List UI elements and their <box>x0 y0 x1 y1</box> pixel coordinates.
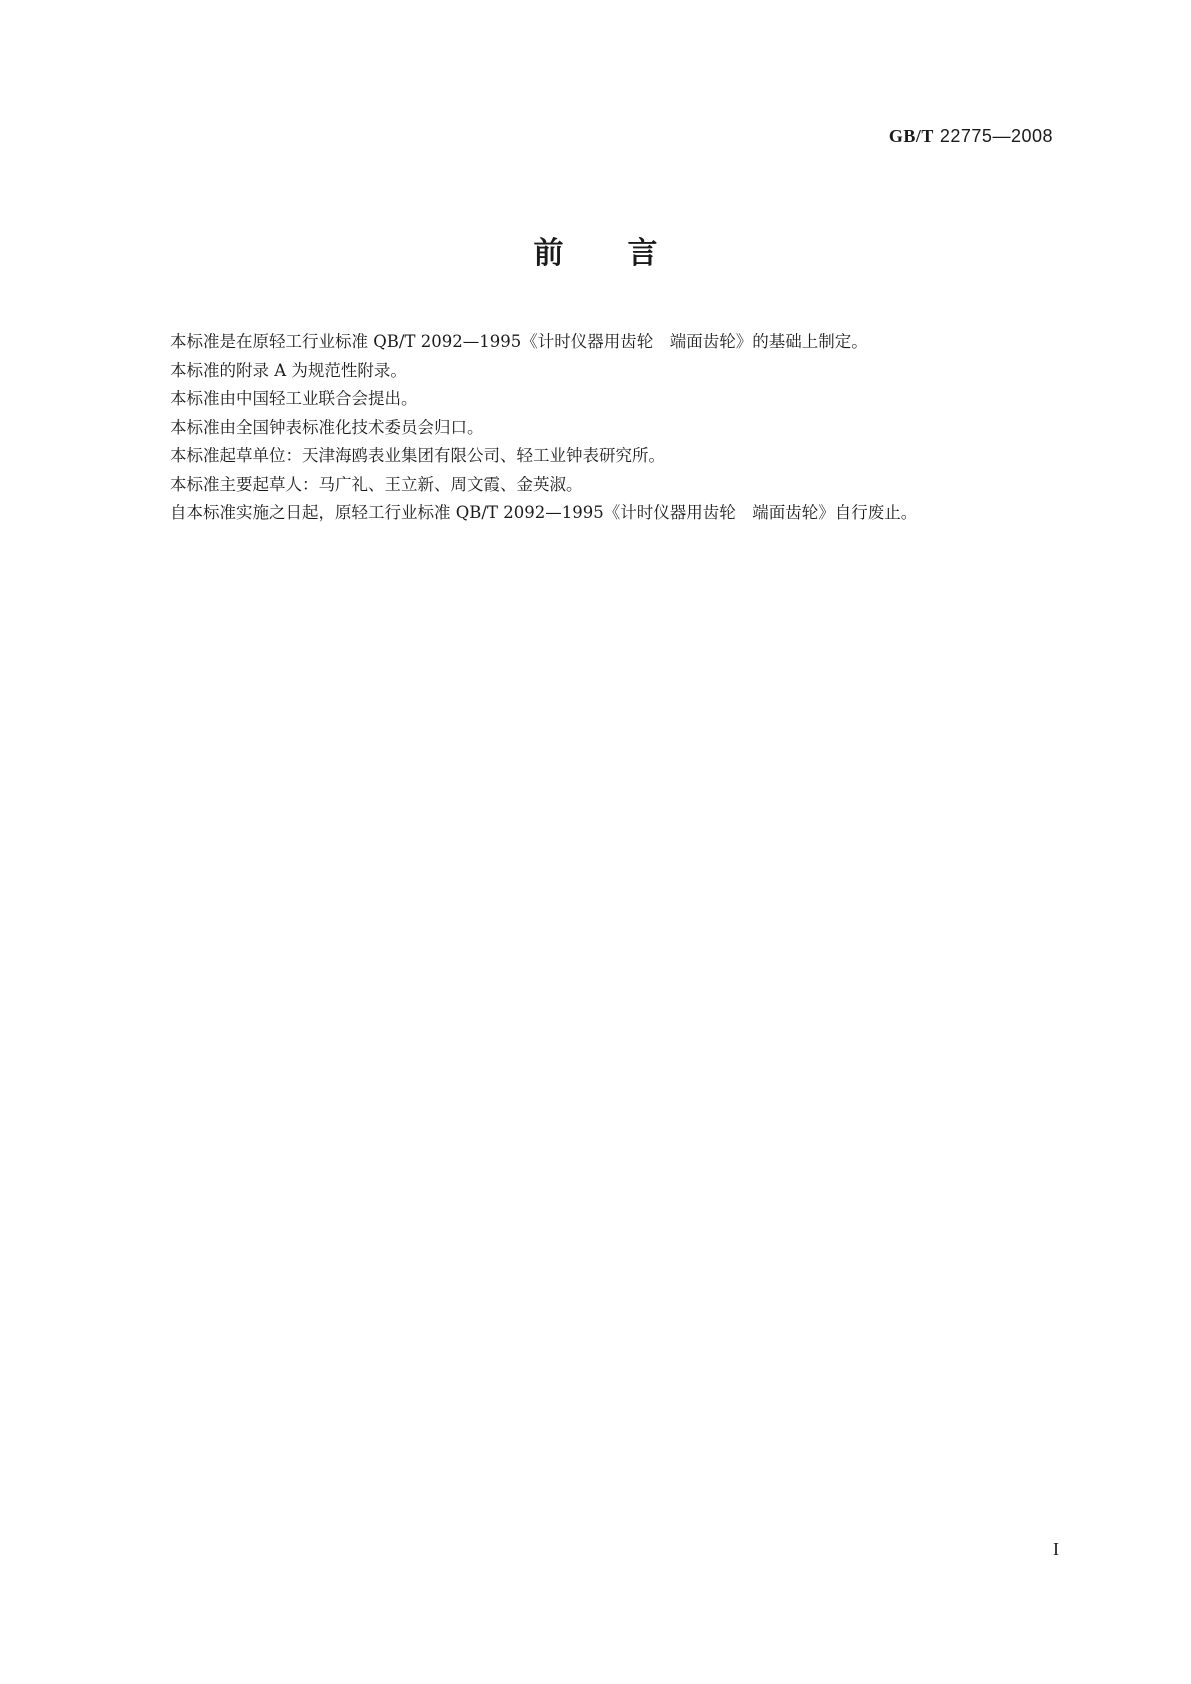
paragraph: 本标准由中国轻工业联合会提出。 <box>170 389 418 408</box>
paragraph: 本标准的附录 A 为规范性附录。 <box>170 360 407 380</box>
paragraph: 本标准由全国钟表标准化技术委员会归口。 <box>170 417 484 437</box>
standard-code: 22775—2008 <box>939 126 1053 146</box>
paragraph: 自本标准实施之日起，原轻工行业标准 QB/T 2092—1995《计时仪器用齿轮 端面齿轮》自行废止。 <box>170 503 918 522</box>
standard-prefix: GB/T <box>888 126 934 146</box>
standard-number <box>889 126 1053 147</box>
foreword-body <box>137 328 1062 528</box>
paragraph: 本标准是在原轻工行业标准 QB/T 2092—1995《计时仪器用齿轮 端面齿轮》的基础上制定。 <box>170 332 868 351</box>
paragraph: 本标准起草单位：天津海鸥表业集团有限公司、轻工业钟表研究所。 <box>170 446 665 465</box>
paragraph: 本标准主要起草人：马广礼、王立新、周文霞、金英淑。 <box>170 474 583 494</box>
page-title: 前言 <box>533 236 722 271</box>
page-number: I <box>1053 1539 1059 1559</box>
